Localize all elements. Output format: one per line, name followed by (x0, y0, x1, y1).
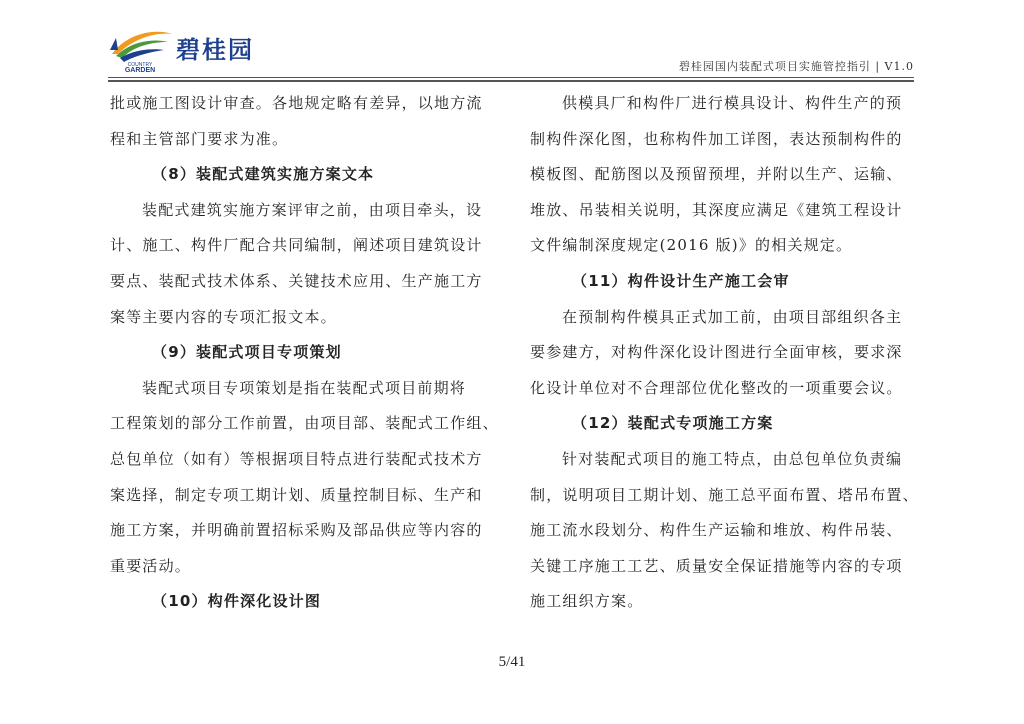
logo-english-text: COUNTRY GARDEN (124, 62, 156, 74)
text-line: 供模具厂和构件厂进行模具设计、构件生产的预 (562, 94, 903, 112)
text-line: 要点、装配式技术体系、关键技术应用、生产施工方 (110, 271, 483, 290)
text-line: 要参建方，对构件深化设计图进行全面审核，要求深 (530, 343, 903, 362)
text-line: 文件编制深度规定(2016 版)》的相关规定。 (530, 236, 853, 255)
text-line: 案等主要内容的专项汇报文本。 (110, 307, 337, 326)
text-line: 施工流水段划分、构件生产运输和堆放、构件吊装、 (530, 521, 903, 540)
logo-chinese-text: 碧桂园 (176, 36, 254, 64)
text-line: 案选择，制定专项工期计划、质量控制目标、生产和 (110, 485, 483, 504)
logo-swoosh-icon (108, 28, 176, 64)
section-heading-8: （8）装配式建筑实施方案文本 (152, 165, 375, 184)
text-line: 总包单位（如有）等根据项目特点进行装配式技术方 (110, 449, 483, 468)
section-heading-11: （11）构件设计生产施工会审 (572, 271, 790, 290)
right-column (530, 86, 919, 620)
text-line: 程和主管部门要求为准。 (110, 129, 289, 148)
text-line: 施工方案，并明确前置招标采购及部品供应等内容的 (110, 521, 483, 540)
header-divider-thick (108, 80, 914, 82)
text-line: 批或施工图设计审查。各地规定略有差异，以地方流 (110, 94, 483, 112)
text-line: 施工组织方案。 (530, 592, 644, 611)
company-logo (108, 28, 308, 80)
text-line: 工程策划的部分工作前置，由项目部、装配式工作组、 (110, 414, 499, 433)
header-divider (108, 77, 914, 78)
document-title: 碧桂园国内装配式项目实施管控指引 | V1.0 (678, 60, 914, 73)
section-heading-12: （12）装配式专项施工方案 (572, 414, 774, 433)
page-header (0, 0, 1024, 84)
left-column (110, 86, 499, 620)
text-line: 计、施工、构件厂配合共同编制，阐述项目建筑设计 (110, 236, 483, 255)
section-heading-10: （10）构件深化设计图 (152, 592, 322, 611)
text-line: 模板图、配筋图以及预留预埋，并附以生产、运输、 (530, 165, 903, 184)
text-line: 在预制构件模具正式加工前，由项目部组织各主 (562, 307, 903, 326)
text-line: 针对装配式项目的施工特点，由总包单位负责编 (562, 449, 903, 468)
text-line: 堆放、吊装相关说明，其深度应满足《建筑工程设计 (530, 200, 903, 219)
text-line: 装配式建筑实施方案评审之前，由项目牵头，设 (142, 200, 483, 219)
text-line: 制，说明项目工期计划、施工总平面布置、塔吊布置、 (530, 485, 919, 504)
text-line: 化设计单位对不合理部位优化整改的一项重要会议。 (530, 378, 903, 397)
text-line: 制构件深化图，也称构件加工详图，表达预制构件的 (530, 129, 903, 148)
page-number: 5/41 (498, 654, 526, 670)
text-line: 关键工序施工工艺、质量安全保证措施等内容的专项 (530, 556, 903, 575)
section-heading-9: （9）装配式项目专项策划 (152, 343, 342, 362)
text-line: 重要活动。 (110, 556, 192, 575)
text-line: 装配式项目专项策划是指在装配式项目前期将 (142, 378, 467, 397)
